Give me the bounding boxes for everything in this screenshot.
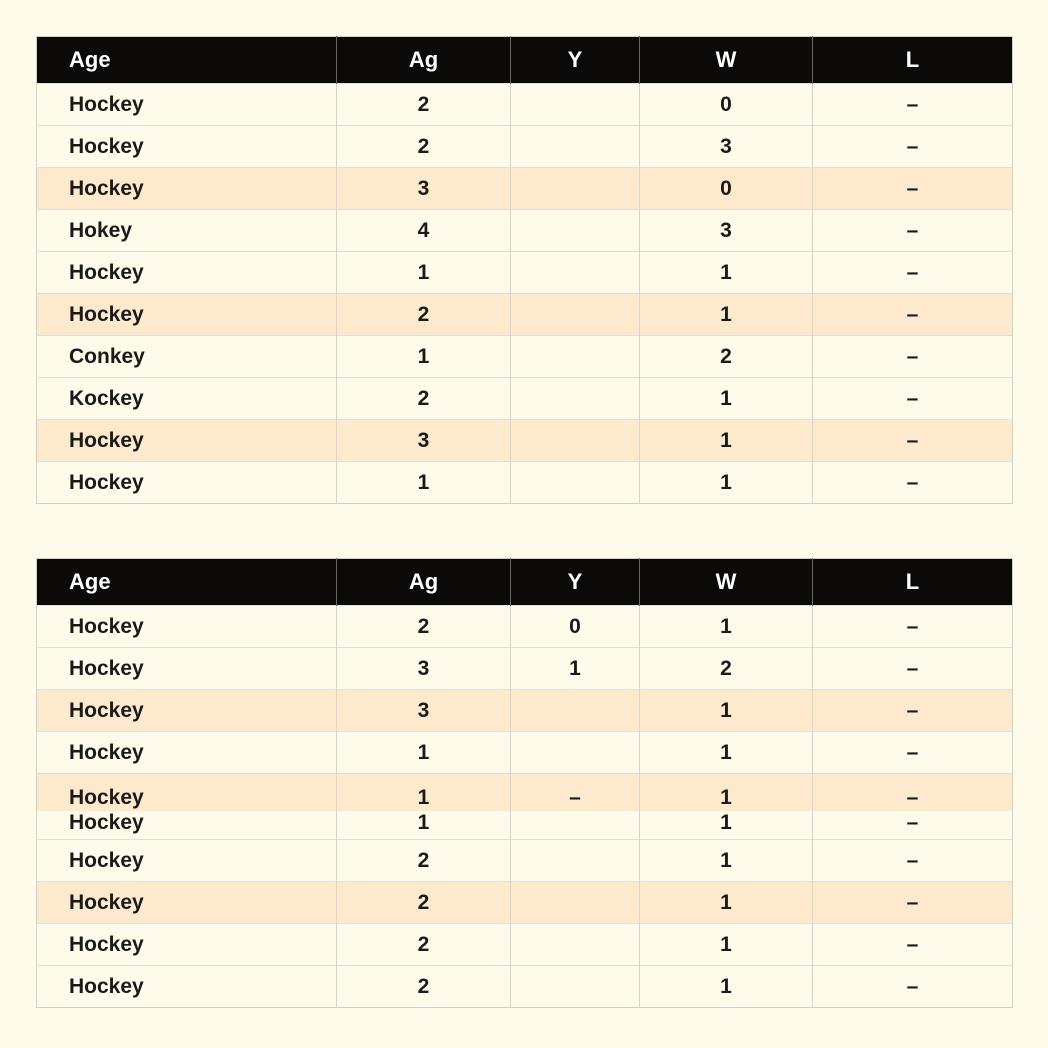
cell-y [511,336,640,378]
cell-ag: 1 [337,774,511,812]
cell-w: 3 [640,126,813,168]
cell-l: – [813,732,1013,774]
cell-l: – [813,210,1013,252]
cell-ag: 4 [337,210,511,252]
cell-w: 1 [640,294,813,336]
cell-age: Hockey [37,294,337,336]
cell-age: Hockey [37,648,337,690]
cell-l: – [813,966,1013,1008]
table-row [37,252,1013,294]
cell-w: 1 [640,774,813,812]
cell-l: – [813,420,1013,462]
cell-y [511,210,640,252]
cell-l: – [813,924,1013,966]
table-row [37,210,1013,252]
scores-table-2 [36,558,1013,1008]
cell-w: 1 [640,462,813,504]
cell-y [511,84,640,126]
cell-ag: 1 [337,811,511,840]
scores-table-1 [36,36,1013,504]
cell-w: 1 [640,882,813,924]
cell-w: 1 [640,420,813,462]
table-header-row [37,37,1013,84]
cell-age: Hokey [37,210,337,252]
cell-ag: 2 [337,294,511,336]
cell-age: Hockey [37,966,337,1008]
table-row [37,378,1013,420]
cell-l: – [813,462,1013,504]
cell-y [511,462,640,504]
column-header-w: W [640,37,813,84]
cell-age: Hockey [37,252,337,294]
cell-w: 3 [640,210,813,252]
cell-w: 1 [640,966,813,1008]
cell-age: Hockey [37,606,337,648]
cell-w: 0 [640,84,813,126]
cell-age: Hockey [37,840,337,882]
table-row [37,840,1013,882]
cell-age: Hockey [37,924,337,966]
cell-l: – [813,648,1013,690]
cell-w: 1 [640,732,813,774]
cell-ag: 2 [337,378,511,420]
cell-y [511,690,640,732]
cell-ag: 2 [337,840,511,882]
cell-ag: 1 [337,732,511,774]
cell-w: 2 [640,336,813,378]
cell-age: Hockey [37,732,337,774]
cell-y [511,294,640,336]
cell-age: Hockey [37,462,337,504]
cell-ag: 3 [337,420,511,462]
cell-ag: 2 [337,126,511,168]
cell-y [511,811,640,840]
table-row [37,648,1013,690]
column-header-l: L [813,37,1013,84]
column-header-ag: Ag [337,37,511,84]
cell-l: – [813,882,1013,924]
cell-l: – [813,774,1013,812]
cell-l: – [813,690,1013,732]
cell-ag: 2 [337,882,511,924]
cell-y [511,168,640,210]
cell-w: 1 [640,840,813,882]
cell-y: 1 [511,648,640,690]
cell-w: 1 [640,378,813,420]
table-row [37,774,1013,812]
cell-ag: 3 [337,168,511,210]
cell-w: 1 [640,690,813,732]
cell-l: – [813,811,1013,840]
cell-y [511,840,640,882]
column-header-l: L [813,559,1013,606]
cell-l: – [813,168,1013,210]
cell-ag: 2 [337,606,511,648]
cell-y: 0 [511,606,640,648]
cell-w: 2 [640,648,813,690]
cell-ag: 2 [337,966,511,1008]
column-header-ag: Ag [337,559,511,606]
table-row [37,882,1013,924]
cell-w: 1 [640,811,813,840]
cell-l: – [813,84,1013,126]
cell-y [511,882,640,924]
table-row [37,690,1013,732]
cell-y [511,252,640,294]
table-row [37,811,1013,840]
cell-l: – [813,840,1013,882]
cell-age: Hockey [37,168,337,210]
table-row [37,294,1013,336]
table-row [37,924,1013,966]
table-row [37,420,1013,462]
cell-ag: 2 [337,84,511,126]
table-header-row [37,559,1013,606]
table-row [37,168,1013,210]
cell-y [511,378,640,420]
cell-w: 1 [640,252,813,294]
cell-y: – [511,774,640,812]
column-header-y: Y [511,37,640,84]
cell-y [511,126,640,168]
cell-ag: 3 [337,690,511,732]
cell-y [511,732,640,774]
table-row [37,84,1013,126]
cell-age: Conkey [37,336,337,378]
cell-l: – [813,252,1013,294]
cell-l: – [813,378,1013,420]
cell-y [511,966,640,1008]
table-row [37,966,1013,1008]
cell-l: – [813,336,1013,378]
cell-age: Hockey [37,774,337,812]
cell-w: 0 [640,168,813,210]
table-row [37,606,1013,648]
column-header-age: Age [37,559,337,606]
cell-ag: 1 [337,252,511,294]
table-row [37,462,1013,504]
table-row [37,126,1013,168]
cell-age: Hockey [37,420,337,462]
cell-age: Hockey [37,882,337,924]
cell-ag: 1 [337,462,511,504]
table-row [37,336,1013,378]
column-header-age: Age [37,37,337,84]
cell-ag: 3 [337,648,511,690]
cell-w: 1 [640,606,813,648]
column-header-w: W [640,559,813,606]
cell-age: Kockey [37,378,337,420]
cell-ag: 2 [337,924,511,966]
cell-age: Hockey [37,690,337,732]
cell-l: – [813,126,1013,168]
cell-age: Hockey [37,811,337,840]
cell-ag: 1 [337,336,511,378]
cell-y [511,420,640,462]
table-row [37,732,1013,774]
cell-w: 1 [640,924,813,966]
cell-age: Hockey [37,84,337,126]
cell-age: Hockey [37,126,337,168]
cell-l: – [813,294,1013,336]
cell-y [511,924,640,966]
cell-l: – [813,606,1013,648]
column-header-y: Y [511,559,640,606]
